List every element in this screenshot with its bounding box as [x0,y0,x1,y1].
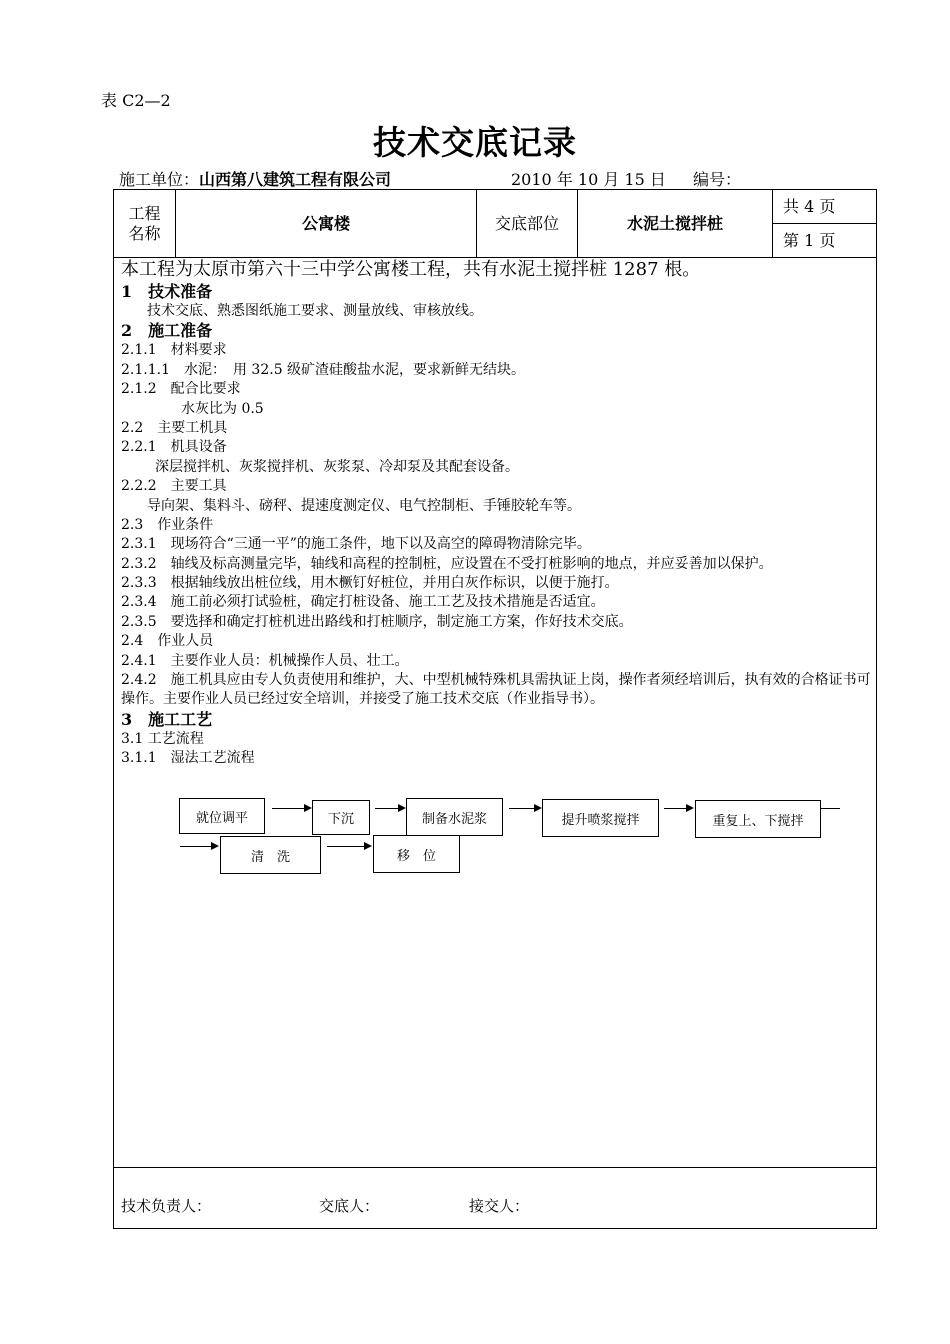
section-heading: 3 施工工艺 [121,709,213,729]
content-line: 2.1.2 配合比要求 [121,381,241,398]
content-line: 2.3.1 现场符合“三通一平”的施工条件，地下以及高空的障碍物清除完毕。 [121,536,591,553]
project-intro: 本工程为太原市第六十三中学公寓楼工程，共有水泥土搅拌桩 1287 根。 [121,259,701,280]
content-line: 2.3.4 施工前必须打试验桩，确定打桩设备、施工工艺及技术措施是否适宜。 [121,594,605,611]
content-line: 3.1 工艺流程 [121,730,204,747]
content-line: 2.4.1 主要作业人员：机械操作人员、壮工。 [121,652,409,669]
flow-arrow [664,808,692,809]
project-name-value: 公寓楼 [301,213,350,233]
flow-step-cleaning: 清 洗 [220,836,321,874]
handover-signature-label: 交底人： [319,1197,380,1215]
construction-unit [119,167,391,190]
project-name-label: 工程名称 [128,203,161,243]
content-line: 水灰比为 0.5 [181,400,264,417]
flow-arrow [272,808,310,809]
document-title: 技术交底记录 [373,123,577,162]
flow-arrow [180,846,217,847]
content-line: 2.2.1 机具设备 [121,439,227,456]
flow-step-slurry: 制备水泥浆 [406,798,503,836]
content-lines [121,282,871,769]
content-line: 深层搅拌机、灰浆搅拌机、灰浆泵、冷却泵及其配套设备。 [155,458,519,475]
section-heading: 1 技术准备 [121,282,213,301]
handover-content [121,258,871,769]
flow-connector [821,808,840,809]
content-line: 2.3.5 要选择和确定打桩机进出路线和打桩顺序，制定施工方案，作好技术交底。 [121,613,633,630]
construction-unit-label: 施工单位： [119,170,200,189]
section-heading: 2 施工准备 [121,321,213,341]
content-line: 2.4.2 施工机具应由专人负责使用和维护，大、中型机械特殊机具需执证上岗，操作者须经培训后，执有效的合格证书可操作。主要作业人员已经过安全培训，并接受了施工技术交底（作业指导书）。 [121,672,871,708]
flow-step-relocation: 移 位 [373,835,460,873]
flow-arrow [327,846,370,847]
content-line: 3.1.1 湿法工艺流程 [121,750,255,767]
flow-step-sinking: 下沉 [312,800,370,835]
handover-part-label: 交底部位 [494,213,559,233]
handover-part-value: 水泥土搅拌桩 [626,213,723,233]
flow-step-repeat-mix: 重复上、下搅拌 [695,800,821,838]
content-line: 2.3.2 轴线及标高测量完毕，轴线和高程的控制桩，应设置在不受打桩影响的地点，并应妥善加以保护。 [121,555,773,572]
page-number: 第 1 页 [783,230,836,250]
receiver-signature-label: 接交人： [469,1197,530,1215]
content-line: 2.1.1.1 水泥： 用 32.5 级矿渣硅酸盐水泥，要求新鲜无结块。 [121,361,526,378]
document-date: 2010 年 10 月 15 日 [511,170,666,189]
content-line: 2.3 作业条件 [121,516,214,533]
content-line: 2.1.1 材料要求 [121,342,227,359]
content-line: 2.2.2 主要工具 [121,478,227,495]
construction-unit-value: 山西第八建筑工程有限公司 [199,170,392,189]
content-line: 2.3.3 根据轴线放出桩位线，用木橛钉好桩位，并用白灰作标识，以便于施打。 [121,575,619,592]
content-line: 2.2 主要工机具 [121,419,228,436]
content-line: 技术交底、熟悉图纸施工要求、测量放线、审核放线。 [147,303,483,319]
form-code: 表 C2—2 [101,91,171,110]
content-line: 导向架、集料斗、磅秤、提速度测定仪、电气控制柜、手锤胶轮车等。 [147,497,581,514]
content-line: 2.4 作业人员 [121,633,214,650]
document-number-label: 编号： [693,170,742,189]
flow-step-positioning: 就位调平 [179,798,265,834]
footer-row-divider [113,1167,877,1168]
tech-lead-signature-label: 技术负责人： [121,1197,212,1215]
flow-arrow [375,808,404,809]
total-pages: 共 4 页 [783,196,836,216]
flow-arrow [509,808,540,809]
flow-step-lift-spray: 提升喷浆搅拌 [542,799,659,837]
